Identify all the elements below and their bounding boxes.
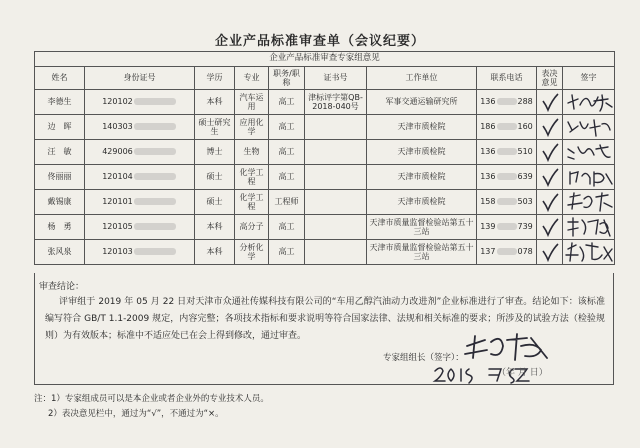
date-label: （年 月 日） [497, 368, 548, 378]
cell-vote [537, 140, 563, 165]
cell-phone: 139 739 [477, 215, 537, 240]
check-mark-icon [540, 117, 560, 137]
cell-major: 高分子 [235, 215, 269, 240]
table-header-row [35, 67, 615, 90]
cell-name: 张风泉 [35, 240, 85, 265]
cell-name: 边 晖 [35, 115, 85, 140]
cell-name: 佟丽丽 [35, 165, 85, 190]
redacted-mark [497, 148, 517, 155]
redacted-mark [497, 98, 517, 105]
redacted-mark [134, 123, 176, 130]
redacted-mark [134, 148, 176, 155]
cell-unit: 天津市质检院 [367, 140, 477, 165]
cell-title: 高工 [269, 215, 305, 240]
cell-edu: 博士 [195, 140, 235, 165]
leader-handwritten-signature [461, 332, 551, 362]
header-sign: 签字 [563, 67, 615, 90]
header-phone: 联系电话 [477, 67, 537, 90]
cell-sign [563, 90, 615, 115]
cell-sign [563, 165, 615, 190]
handwritten-signature [564, 216, 614, 238]
cell-major: 应用化学 [235, 115, 269, 140]
cell-phone: 136 639 [477, 165, 537, 190]
check-mark-icon [540, 242, 560, 262]
redacted-mark [497, 198, 517, 205]
handwritten-signature [564, 191, 614, 213]
redacted-mark [134, 198, 176, 205]
cell-sign [563, 115, 615, 140]
header-cert: 证书号 [305, 67, 367, 90]
table-row [35, 90, 615, 115]
table-row [35, 215, 615, 240]
section-caption: 企业产品标准审查专家组意见 [35, 52, 615, 67]
conclusion-label: 审查结论： [39, 282, 85, 292]
cell-edu: 本科 [195, 240, 235, 265]
cell-major: 汽车运用 [235, 90, 269, 115]
cell-name: 戴锡康 [35, 190, 85, 215]
redacted-mark [497, 223, 517, 230]
check-mark-icon [540, 192, 560, 212]
cell-vote [537, 165, 563, 190]
check-mark-icon [540, 217, 560, 237]
cell-cert [305, 140, 367, 165]
cell-id: 429006 [85, 140, 195, 165]
cell-cert [305, 115, 367, 140]
cell-id: 120103 [85, 240, 195, 265]
footnote-2: 2）表决意见栏中，通过为“√”，不通过为“×。 [48, 409, 224, 419]
cell-id: 120105 [85, 215, 195, 240]
cell-edu: 本科 [195, 90, 235, 115]
cell-name: 李德生 [35, 90, 85, 115]
header-vote: 表决意见 [537, 67, 563, 90]
table-row [35, 240, 615, 265]
redacted-mark [497, 248, 517, 255]
redacted-mark [134, 223, 176, 230]
check-mark-icon [540, 92, 560, 112]
cell-sign [563, 190, 615, 215]
cell-vote [537, 90, 563, 115]
cell-cert [305, 215, 367, 240]
cell-sign [563, 240, 615, 265]
cell-vote [537, 240, 563, 265]
cell-major: 化学工程 [235, 190, 269, 215]
cell-id: 120102 [85, 90, 195, 115]
cell-cert [305, 240, 367, 265]
cell-title: 高工 [269, 240, 305, 265]
cell-name: 汪 敏 [35, 140, 85, 165]
cell-major: 分析化学 [235, 240, 269, 265]
table-row [35, 190, 615, 215]
cell-phone: 137 078 [477, 240, 537, 265]
footnote-1: 注：1）专家组成员可以是本企业或者企业外的专业技术人员。 [34, 394, 269, 404]
redacted-mark [134, 98, 176, 105]
handwritten-signature [564, 241, 614, 263]
cell-edu: 硕士 [195, 190, 235, 215]
header-name: 姓名 [35, 67, 85, 90]
cell-cert: 津标评字第QB-2018-040号 [305, 90, 367, 115]
header-edu: 学历 [195, 67, 235, 90]
cell-phone: 136 288 [477, 90, 537, 115]
cell-unit: 天津市质量监督检验站第五十三站 [367, 215, 477, 240]
table-row [35, 165, 615, 190]
cell-unit: 军事交通运输研究所 [367, 90, 477, 115]
footnotes [34, 392, 614, 422]
cell-sign [563, 140, 615, 165]
redacted-mark [134, 248, 176, 255]
handwritten-signature [564, 166, 614, 188]
cell-cert [305, 165, 367, 190]
cell-major: 生物 [235, 140, 269, 165]
cell-id: 120101 [85, 190, 195, 215]
header-id: 身份证号 [85, 67, 195, 90]
check-mark-icon [540, 167, 560, 187]
cell-title: 高工 [269, 140, 305, 165]
cell-unit: 天津市质检院 [367, 115, 477, 140]
cell-unit: 天津市质量监督检验站第五十三站 [367, 240, 477, 265]
cell-vote [537, 115, 563, 140]
cell-vote [537, 215, 563, 240]
expert-table [34, 51, 615, 265]
header-unit: 工作单位 [367, 67, 477, 90]
handwritten-signature [564, 116, 614, 138]
cell-title: 工程师 [269, 190, 305, 215]
header-major: 专业 [235, 67, 269, 90]
leader-signature-label: 专家组组长（签字）： [383, 353, 464, 363]
header-title: 职务/职称 [269, 67, 305, 90]
cell-unit: 天津市质检院 [367, 190, 477, 215]
cell-edu: 硕士 [195, 165, 235, 190]
cell-edu: 本科 [195, 215, 235, 240]
cell-major: 化学工程 [235, 165, 269, 190]
cell-cert [305, 190, 367, 215]
cell-name: 杨 勇 [35, 215, 85, 240]
cell-phone: 136 510 [477, 140, 537, 165]
document-title: 企业产品标准审查单（会议纪要） [214, 34, 425, 49]
table-row [35, 115, 615, 140]
table-row [35, 140, 615, 165]
handwritten-signature [564, 141, 614, 163]
cell-id: 120104 [85, 165, 195, 190]
cell-title: 高工 [269, 115, 305, 140]
cell-sign [563, 215, 615, 240]
cell-title: 高工 [269, 165, 305, 190]
cell-phone: 158 503 [477, 190, 537, 215]
redacted-mark [497, 173, 517, 180]
cell-id: 140303 [85, 115, 195, 140]
cell-phone: 186 160 [477, 115, 537, 140]
handwritten-signature [564, 91, 614, 113]
conclusion-section [34, 273, 614, 385]
cell-title: 高工 [269, 90, 305, 115]
redacted-mark [134, 173, 176, 180]
redacted-mark [497, 123, 517, 130]
conclusion-text: 评审组于 2019 年 05 月 22 日对天津市众通社传媒科技有限公司的“车用乙醇汽油动力改进剂”企业标准进行了审查。结论如下：该标准编写符合 GB/T 1.1-2009 规定，内容完整；各项技术指标和要求说明等符合国家法律、法规和相关标准的要求；所涉及的试验方法（检验规则）为有效版本；标准中不适应处已在会上得到修改，通过审查。 [45, 297, 605, 341]
cell-vote [537, 190, 563, 215]
cell-unit: 天津市质检院 [367, 165, 477, 190]
cell-edu: 硕士研究生 [195, 115, 235, 140]
check-mark-icon [540, 142, 560, 162]
